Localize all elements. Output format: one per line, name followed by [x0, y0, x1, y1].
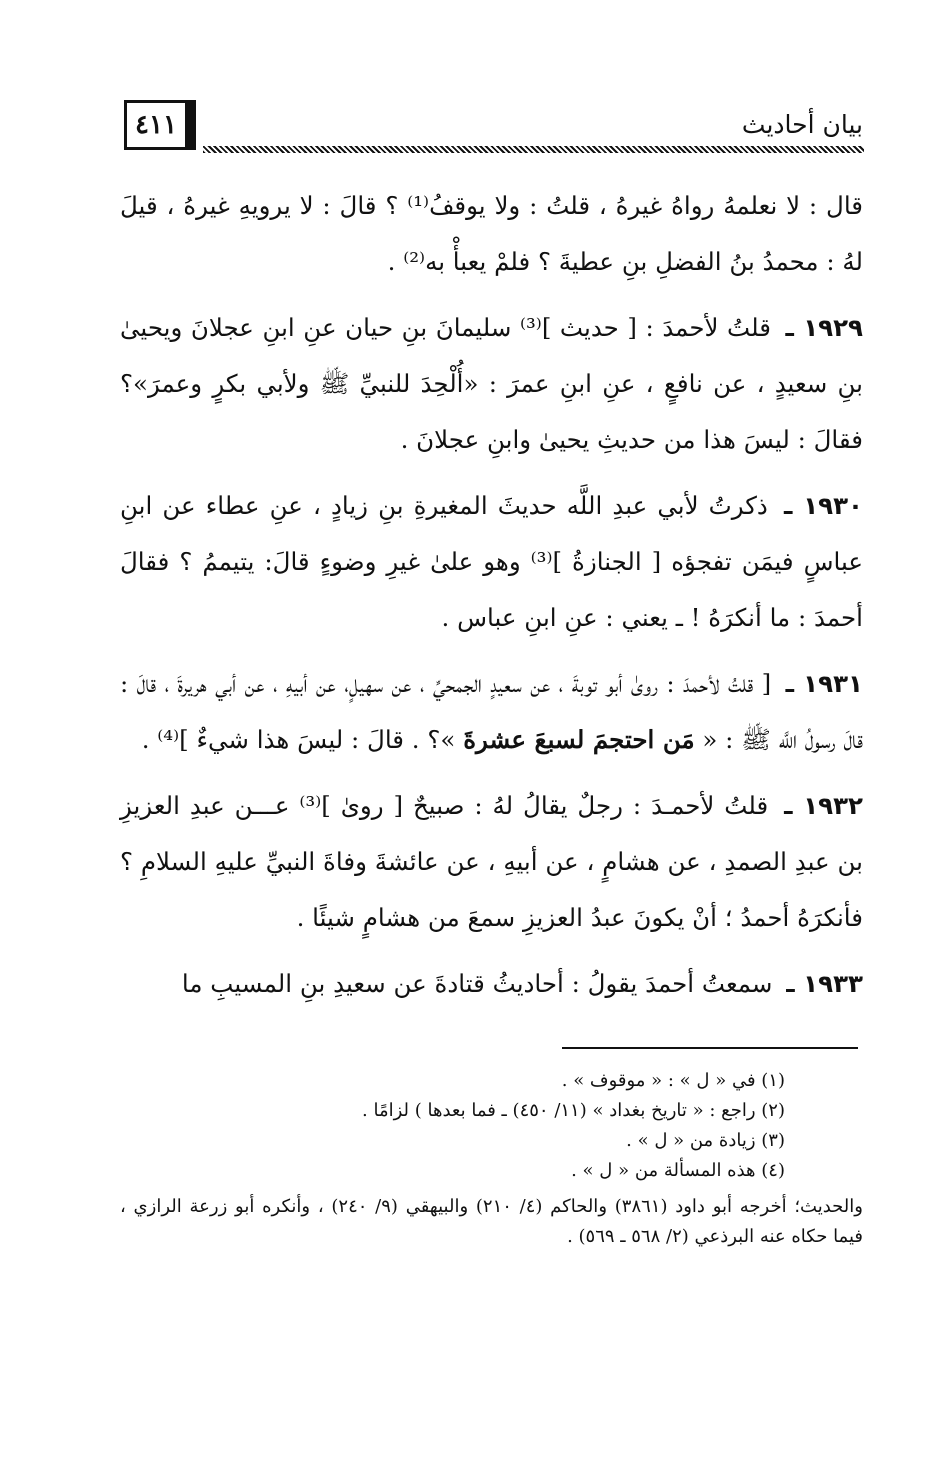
main-text	[120, 178, 863, 1022]
footnote-4: (٤) هذه المسألة من « ل » .	[571, 1160, 785, 1181]
footnote-4-note: والحديث؛ أخرجه أبو داود (٣٨٦١) والحاكم (٤/ ٢١٠) والبيهقي (٩/ ٢٤٠) ، وأنكره أبو زرعة الرازي ، فيما حكاه عنه البرذعي (٢/ ٥٦٨ ـ ٥٦٩) .	[120, 1196, 863, 1247]
entry-text-1933: سمعتُ أحمدَ يقولُ : أحاديثُ قتادةَ عن سعيدِ بنِ المسيبِ ما	[181, 969, 773, 998]
hadith-quote-bold: مَن احتجمَ لسبعَ عشرةَ	[463, 725, 695, 754]
page-number	[124, 100, 196, 150]
footnote-2: (٢) راجع : « تاريخ بغداد » (١١/ ٤٥٠) ـ فما بعدها ) لزامًا .	[362, 1100, 785, 1121]
paragraph-1929	[120, 300, 863, 468]
page-number-text: ٤١١	[135, 110, 177, 140]
footnote-1: (١) في « ل » : « موقوف » .	[561, 1070, 785, 1091]
paragraph-1933	[120, 956, 863, 1012]
entry-number-1933: ١٩٣٣ ـ	[786, 969, 863, 998]
footnote-rule	[562, 1047, 858, 1049]
entry-text-1930: ذكرتُ لأبي عبدِ اللَّه حديثَ المغيرةِ بنِ زيادٍ ، عنِ عطاء عن ابنِ عباسٍ فيمَن تفجؤه [ الجنازةُ ]⁽³⁾ وهو علىٰ غيرِ وضوءٍ قالَ: يتيممُ ؟ فقالَ أحمدَ : ما أنكرَهُ ! ـ يعني : عنِ ابنِ عباس .	[120, 491, 863, 632]
paragraph-1932	[120, 778, 863, 946]
footnote-3: (٣) زيادة من « ل » .	[626, 1130, 785, 1151]
footnotes	[120, 1066, 863, 1252]
entry-number-1932: ١٩٣٢ ـ	[784, 791, 864, 820]
entry-number-1929: ١٩٢٩ ـ	[785, 313, 864, 342]
entry-number-1930: ١٩٣٠ ـ	[783, 491, 864, 520]
entry-text-1931: [ قلتُ لأحمدَ : روىٰ أبو توبةَ ، عن سعيدٍ الجمحيِّ ، عن سهيلٍ، عن أبيهِ ، عن أبي هريرةَ ، قالَ : قالَ رسولُ اللَّه ﷺ : «	[120, 669, 863, 754]
paragraph-1930	[120, 478, 863, 646]
entry-text-1929: قلتُ لأحمدَ : [ حديث ]⁽³⁾ سليمانَ بنِ حيان عنِ ابنِ عجلانَ ويحيىٰ بنِ سعيدٍ ، عن نافعٍ ، عنِ ابنِ عمرَ : «أُلْحِدَ للنبيِّ ﷺ ولأبي بكرٍ وعمرَ»؟ فقالَ : ليسَ هذا من حديثِ يحيىٰ وابنِ عجلانَ .	[120, 313, 863, 454]
entry-text-1931-end: »؟ . قالَ : ليسَ هذا شيءٌ ]⁽⁴⁾ .	[141, 725, 456, 754]
entry-text-1932: قلتُ لأحمـدَ : رجلٌ يقالُ لهُ : صبيحٌ [ روىٰ ]⁽³⁾ عـــن عبدِ العزيزِ بن عبدِ الصمدِ ، عن هشامٍ ، عن أبيهِ ، عن عائشةَ وفاةَ النبيِّ عليهِ السلامِ ؟ فأنكرَهُ أحمدُ ؛ أنْ يكونَ عبدُ العزيزِ سمعَ من هشامٍ شيئًا .	[120, 791, 863, 932]
paragraph-1931	[120, 656, 863, 768]
running-header-title: بيان أحاديث	[741, 110, 863, 139]
paragraph-intro: قال : لا نعلمهُ رواهُ غيرهُ ، قلتُ : ولا يوقفُ⁽¹⁾ ؟ قالَ : لا يرويهِ غيرهُ ، قيلَ لهُ : محمدُ بنُ الفضلِ بنِ عطيةَ ؟ فلمْ يعبأْ به⁽²⁾ .	[120, 191, 863, 276]
header-rule	[203, 146, 864, 153]
entry-number-1931: ١٩٣١ ـ	[785, 669, 863, 698]
